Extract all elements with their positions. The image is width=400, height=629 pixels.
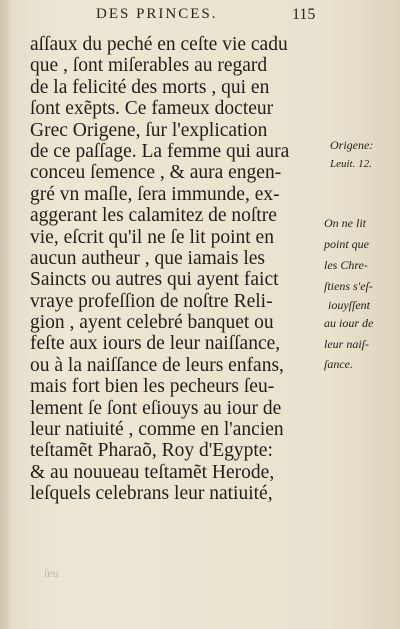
text-line: feſte aux iours de leur naiſſance,	[30, 333, 281, 355]
text-line: aucun autheur , que iamais les	[30, 247, 265, 269]
text-line: lement ſe ſont eſiouys au iour de	[30, 397, 282, 419]
text-line: Saincts ou autres qui ayent faict	[30, 269, 279, 291]
margin-note-leuit: Leuit. 12.	[330, 158, 372, 170]
text-line: de la felicité des morts , qui en	[30, 76, 270, 98]
text-line: aſſaux du peché en ceſte vie cadu	[30, 34, 288, 55]
text-line: conceu ſemence , & aura engen-	[30, 162, 282, 184]
text-line: gré vn maſle, ſera immunde, ex-	[30, 183, 280, 205]
margin-note: point que	[324, 237, 369, 251]
bleed-through-text: ſeu	[44, 566, 59, 580]
main-text-block	[30, 34, 330, 505]
page-number: 115	[292, 6, 316, 23]
text-line: vie, eſcrit qu'il ne ſe lit point en	[30, 226, 274, 248]
margin-note: ſtiens s'eſ-	[324, 279, 373, 293]
margin-note: On ne lit	[324, 216, 366, 230]
margin-note: ſance.	[324, 357, 353, 371]
text-line: Grec Origene, ſur l'explication	[30, 119, 268, 141]
text-line: & au nouueau teſtamẽt Herode,	[30, 461, 275, 483]
margin-note-origene: Origene:	[330, 138, 374, 152]
margin-note: les Chre-	[324, 258, 368, 272]
text-line: leur natiuité , comme en l'ancien	[30, 419, 284, 441]
running-title: DES PRINCES.	[96, 6, 218, 22]
text-line: mais fort bien les pecheurs ſeu-	[30, 376, 275, 398]
margin-note: leur naiſ-	[324, 337, 369, 351]
text-line: teſtamẽt Pharaõ, Roy d'Egypte:	[30, 440, 273, 462]
text-line: ou à la naiſſance de leurs enfans,	[30, 354, 284, 376]
text-line: leſquels celebrans leur natiuité,	[30, 483, 273, 505]
text-line: que , ſont miſerables au regard	[30, 55, 268, 77]
text-line: de ce paſſage. La femme qui aura	[30, 140, 290, 162]
text-line: gion , ayent celebré banquet ou	[30, 312, 274, 334]
margin-note: iouyſſent	[328, 298, 370, 312]
margin-note: au iour de	[324, 316, 374, 330]
text-line: ſont exẽpts. Ce fameux docteur	[30, 98, 274, 120]
text-line: vraye profeſſion de noſtre Reli-	[30, 290, 273, 312]
text-line: aggerant les calamitez de noſtre	[30, 205, 277, 227]
